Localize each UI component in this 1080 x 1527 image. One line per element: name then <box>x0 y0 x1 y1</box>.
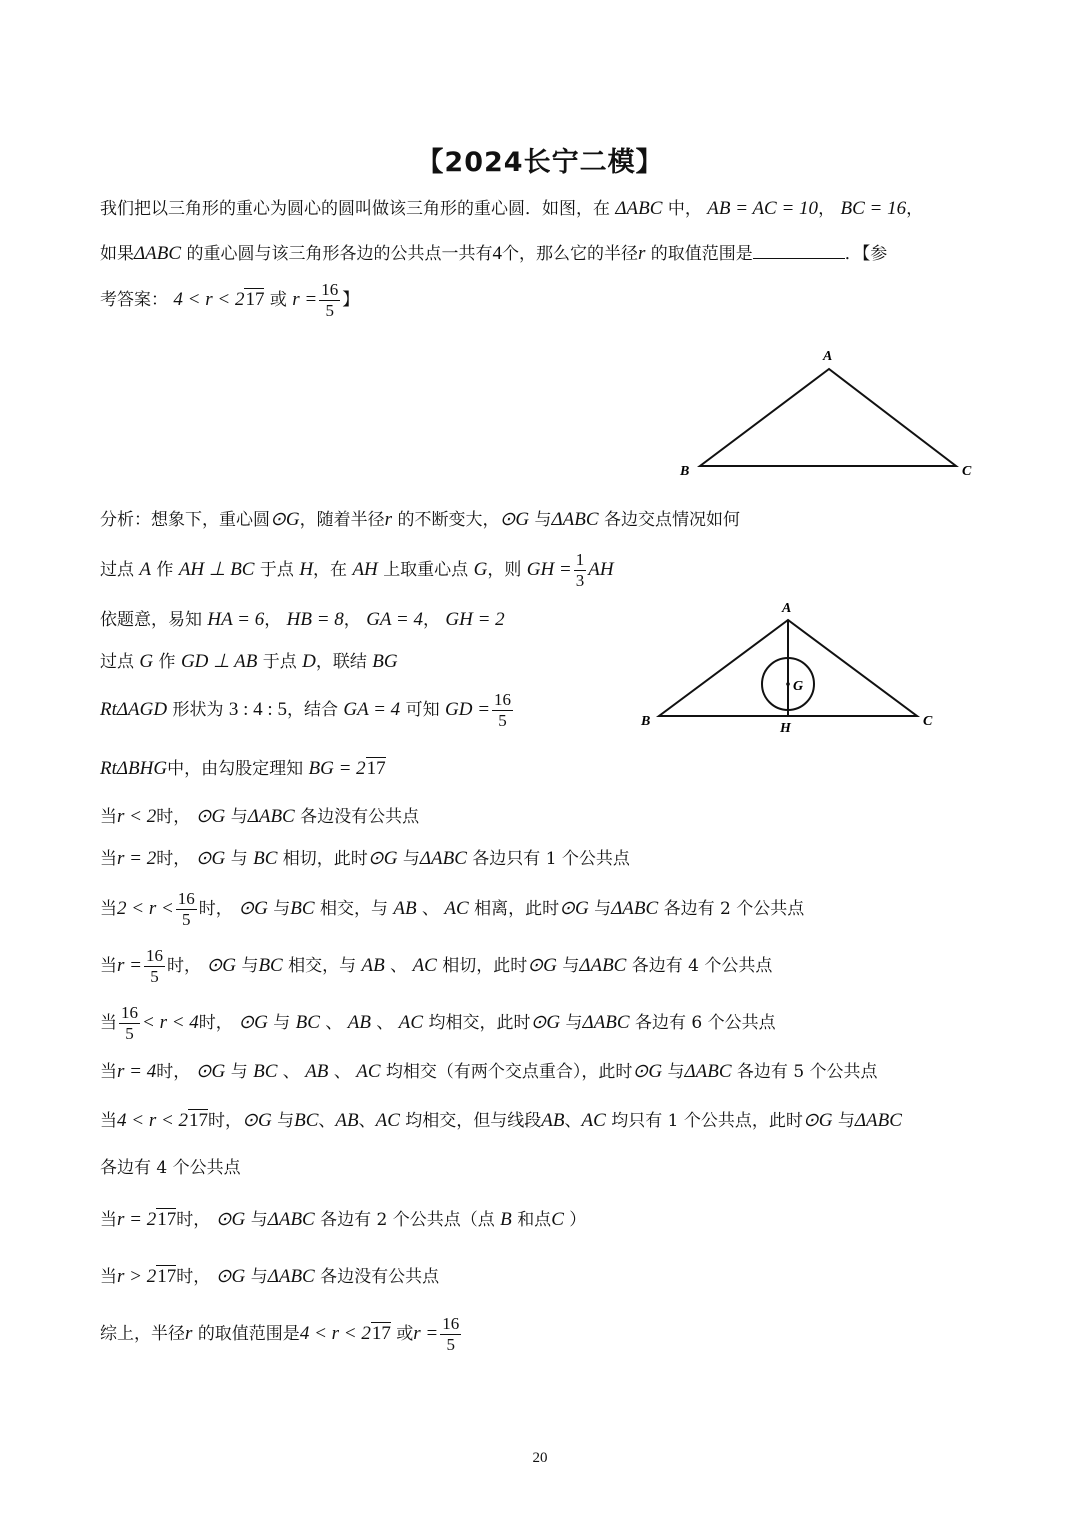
math: GH = <box>526 559 572 580</box>
text: 时， <box>208 1111 243 1131</box>
text: 均只有 1 个公共点，此时 <box>611 1111 803 1131</box>
math: AC <box>412 955 437 976</box>
text: 的重心圆与该三角形各边的公共点一共有 <box>186 244 493 264</box>
math: AH <box>352 559 378 580</box>
text: 各边只有 1 个公共点 <box>472 849 630 869</box>
text: 上取重心点 <box>383 560 469 580</box>
text: 的不断变大， <box>397 510 500 530</box>
text: 过点 <box>100 560 134 580</box>
problem-line-2 <box>100 242 887 263</box>
math: r = 4 <box>117 1061 157 1082</box>
fraction <box>319 280 340 321</box>
math: ⊙G <box>559 898 589 919</box>
text: 与 <box>230 849 248 869</box>
math: r = <box>117 955 142 976</box>
text: 、 <box>376 1013 394 1033</box>
case-line-7 <box>100 1111 902 1130</box>
text: 、 <box>333 1062 351 1082</box>
vertex-label-c: C <box>962 464 972 479</box>
math: BG = 2 <box>308 758 366 779</box>
text: 、 <box>318 1111 336 1131</box>
math: ΔABC <box>267 1266 315 1287</box>
math: ΔABC <box>134 243 182 264</box>
text: ．【参 <box>844 244 888 264</box>
text: 与 <box>250 1267 268 1287</box>
denominator: 5 <box>498 711 507 730</box>
vertex-label-b: B <box>680 464 690 479</box>
text: 时， <box>176 1267 211 1287</box>
text: 时， <box>156 849 191 869</box>
math: BC <box>253 1061 278 1082</box>
text: 、 <box>282 1062 300 1082</box>
math: AH ⊥ BC <box>178 559 255 580</box>
text: 的取值范围是 <box>650 244 753 264</box>
math: r = <box>292 289 318 310</box>
text: 综上，半径 <box>100 1324 185 1344</box>
analysis-line-1 <box>100 510 740 529</box>
text: 当 <box>100 956 117 976</box>
text: 过点 <box>100 652 134 672</box>
sqrt: 17 <box>366 758 386 779</box>
math: RtΔBHG <box>100 758 168 779</box>
text: 当 <box>100 807 117 827</box>
denominator: 3 <box>575 571 585 590</box>
numerator: 16 <box>442 1314 460 1333</box>
fraction <box>492 690 513 731</box>
sqrt: 17 <box>371 1323 391 1344</box>
math: < r < 4 <box>142 1012 199 1033</box>
math: AB <box>347 1012 371 1033</box>
text: 当 <box>100 1062 117 1082</box>
math: BC = 16 <box>840 198 907 219</box>
math: B <box>500 1209 512 1230</box>
text: 均相交，此时 <box>428 1013 531 1033</box>
text: 各边没有公共点 <box>300 807 420 827</box>
math: ⊙G <box>499 509 530 530</box>
math: ⊙G <box>632 1061 663 1082</box>
numerator: 16 <box>121 1003 138 1022</box>
case-line-4 <box>100 946 772 987</box>
text: 与 <box>837 1111 855 1131</box>
text: 个，那么它的半径 <box>501 244 638 264</box>
text: 与 <box>402 849 420 869</box>
sqrt: 17 <box>157 1266 177 1287</box>
math: ⊙G <box>270 509 300 530</box>
math: r <box>637 243 646 264</box>
text: 各边有 2 个公共点 <box>663 899 805 919</box>
math: AB <box>361 955 385 976</box>
text: 作 <box>158 652 176 672</box>
text: 的取值范围是 <box>197 1324 300 1344</box>
text: 中，由勾股定理知 <box>167 759 304 779</box>
text: 考答案： <box>100 290 168 310</box>
text: 形状为 <box>172 700 224 720</box>
text: ，则 <box>487 560 522 580</box>
math: ⊙G <box>802 1110 833 1131</box>
text: 当 <box>100 1013 117 1033</box>
math: r <box>185 1323 193 1344</box>
foot-label-h: H <box>780 721 791 736</box>
math: AB <box>335 1110 359 1131</box>
math: BC <box>290 898 315 919</box>
centroid-point <box>786 682 790 686</box>
text: 当 <box>100 1210 117 1230</box>
math: ⊙G <box>238 1012 268 1033</box>
denominator: 5 <box>325 301 334 320</box>
case-line-2 <box>100 849 630 868</box>
math: ⊙G <box>367 848 398 869</box>
text: 与 <box>230 807 248 827</box>
text: 时， <box>176 1210 211 1230</box>
case-line-8 <box>100 1210 586 1229</box>
fraction <box>119 1003 140 1044</box>
case-line-6 <box>100 1062 878 1081</box>
text: 均相交，但与线段 <box>405 1111 542 1131</box>
math: ΔABC <box>854 1110 902 1131</box>
math: ΔABC <box>551 509 599 530</box>
analysis-line-6 <box>100 759 386 778</box>
text: 各边有 6 个公共点 <box>635 1013 776 1033</box>
math: r <box>384 509 393 530</box>
case-line-1 <box>100 807 419 826</box>
text: ，联结 <box>315 652 367 672</box>
math: ΔABC <box>684 1061 732 1082</box>
text: 各边有 4 个公共点 <box>631 956 773 976</box>
triangle-figure-2 <box>635 598 955 738</box>
math: 4 < r < 2 <box>117 1110 189 1131</box>
text: 相切，此时 <box>282 849 368 869</box>
math: ⊙G <box>242 1110 272 1131</box>
text: 或 <box>396 1324 414 1344</box>
text: 依题意，易知 <box>100 610 202 630</box>
text: 各边有 4 个公共点 <box>100 1158 241 1178</box>
math: 4 <box>492 243 502 264</box>
math: 3 : 4 : 5 <box>228 699 287 720</box>
analysis-line-5 <box>100 690 515 731</box>
math: AC <box>375 1110 400 1131</box>
fraction <box>574 550 587 591</box>
text: 相交，与 <box>319 899 388 919</box>
page-title: 【2024长宁二模】 <box>416 147 664 178</box>
triangle-abc <box>700 369 956 466</box>
math: ⊙G <box>195 806 226 827</box>
text: 相离，此时 <box>474 899 560 919</box>
math: r > 2 <box>117 1266 157 1287</box>
math: AB <box>393 898 417 919</box>
text: 与 <box>273 899 291 919</box>
text: 时， <box>156 1062 191 1082</box>
text: 和点 <box>517 1210 552 1230</box>
fraction <box>176 889 197 930</box>
text: ， <box>343 610 361 630</box>
analysis-line-3 <box>100 610 505 629</box>
text: 于点 <box>259 560 294 580</box>
math: H <box>299 559 314 580</box>
centroid-label-g: G <box>793 679 804 694</box>
math: HB = 8 <box>286 609 344 630</box>
text: ，随着半径 <box>299 510 385 530</box>
text: 时， <box>198 899 233 919</box>
text: 与 <box>250 1210 268 1230</box>
text: ，结合 <box>286 700 338 720</box>
problem-line-3 <box>100 280 359 321</box>
math: G <box>473 559 488 580</box>
text: 各边没有公共点 <box>320 1267 440 1287</box>
denominator: 5 <box>125 1024 134 1043</box>
text: 、 <box>390 956 408 976</box>
vertex-label-a: A <box>782 601 792 616</box>
text: 作 <box>156 560 174 580</box>
analysis-line-4 <box>100 652 398 671</box>
text: 、 <box>358 1111 376 1131</box>
text: 各边交点情况如何 <box>603 510 740 530</box>
text: 与 <box>594 899 612 919</box>
text: ， <box>264 610 282 630</box>
denominator: 5 <box>150 967 159 986</box>
math: 4 < r < 2 <box>299 1323 371 1344</box>
math: ΔABC <box>582 1012 630 1033</box>
text: ） <box>569 1210 587 1230</box>
math: BC <box>258 955 283 976</box>
text: 可知 <box>405 700 440 720</box>
triangle-figure-1 <box>670 345 990 485</box>
text: 与 <box>241 956 259 976</box>
math: ⊙G <box>530 1012 561 1033</box>
text: 当 <box>100 899 117 919</box>
text: 与 <box>667 1062 685 1082</box>
numerator: 16 <box>177 889 195 908</box>
text: 当 <box>100 1267 117 1287</box>
text: 各边有 2 个公共点（点 <box>320 1210 495 1230</box>
text: 与 <box>565 1013 583 1033</box>
text: ， <box>818 199 836 219</box>
math: AH <box>588 559 614 580</box>
math: ΔABC <box>611 898 659 919</box>
text: 当 <box>100 1111 117 1131</box>
sqrt: 17 <box>189 1110 209 1131</box>
case-line-5 <box>100 1003 776 1044</box>
math: ⊙G <box>195 1061 226 1082</box>
text: 于点 <box>262 652 297 672</box>
math: r < 2 <box>117 806 157 827</box>
text: 与 <box>562 956 580 976</box>
sqrt: 17 <box>157 1209 177 1230</box>
text: 】 <box>342 290 360 310</box>
math: ⊙G <box>527 955 557 976</box>
math: AC <box>444 898 469 919</box>
case-line-7-cont <box>100 1160 241 1177</box>
text: 、 <box>421 899 439 919</box>
sqrt: 17 <box>245 289 265 310</box>
math: AC <box>356 1061 381 1082</box>
math: AB <box>541 1110 565 1131</box>
denominator: 5 <box>446 1335 455 1354</box>
text: ，在 <box>313 560 348 580</box>
answer-blank <box>753 242 845 259</box>
problem-line-1 <box>100 199 923 218</box>
math: ΔABC <box>615 198 663 219</box>
math: ⊙G <box>215 1266 246 1287</box>
text: 各边有 5 个公共点 <box>736 1062 878 1082</box>
text: 我们把以三角形的重心为圆心的圆叫做该三角形的重心圆．如图，在 <box>100 199 610 219</box>
math: BG <box>372 651 398 672</box>
fraction <box>440 1314 461 1355</box>
text: 时， <box>198 1013 233 1033</box>
text: ， <box>906 199 924 219</box>
text: 、 <box>564 1111 582 1131</box>
text: 时， <box>156 807 191 827</box>
math: GA = 4 <box>366 609 423 630</box>
math: HA = 6 <box>207 609 265 630</box>
text: 相交，与 <box>288 956 357 976</box>
math: BC <box>294 1110 319 1131</box>
math: ⊙G <box>195 848 226 869</box>
text: 、 <box>325 1013 343 1033</box>
math: BC <box>253 848 278 869</box>
text: 当 <box>100 849 117 869</box>
numerator: 16 <box>145 946 163 965</box>
math: GH = 2 <box>445 609 505 630</box>
text: 相切，此时 <box>442 956 528 976</box>
math: GA = 4 <box>343 699 401 720</box>
math: ΔABC <box>267 1209 315 1230</box>
text: ， <box>423 610 440 630</box>
text: 与 <box>277 1111 295 1131</box>
vertex-label-b: B <box>641 714 651 729</box>
math: r = <box>413 1323 439 1344</box>
math: ⊙G <box>215 1209 246 1230</box>
analysis-line-2 <box>100 550 614 591</box>
text: 分析：想象下，重心圆 <box>100 510 270 530</box>
text: 与 <box>534 510 552 530</box>
vertex-label-c: C <box>923 714 933 729</box>
math: AC <box>581 1110 606 1131</box>
numerator: 16 <box>321 280 339 299</box>
vertex-label-a: A <box>823 349 833 364</box>
math: GD ⊥ AB <box>180 651 258 672</box>
math: RtΔAGD <box>100 699 168 720</box>
text: 均相交（有两个交点重合），此时 <box>385 1062 633 1082</box>
text: 与 <box>273 1013 291 1033</box>
math: 4 < r < 2 <box>173 289 245 310</box>
fraction <box>144 946 165 987</box>
case-line-9 <box>100 1267 439 1286</box>
math: r = 2 <box>117 848 157 869</box>
math: BC <box>295 1012 320 1033</box>
math: A <box>139 559 152 580</box>
text: 或 <box>269 290 287 310</box>
case-line-3 <box>100 889 804 930</box>
denominator: 5 <box>182 910 191 929</box>
math: GD = <box>445 699 491 720</box>
math: G <box>139 651 154 672</box>
math: D <box>302 651 316 672</box>
math: AB = AC = 10 <box>707 198 819 219</box>
math: C <box>551 1209 564 1230</box>
numerator: 1 <box>575 550 585 569</box>
page-number: 20 <box>532 1450 548 1466</box>
text: 中， <box>667 199 702 219</box>
math: ΔABC <box>247 806 295 827</box>
math: ⊙G <box>238 898 268 919</box>
math: r = 2 <box>117 1209 157 1230</box>
math: AC <box>398 1012 424 1033</box>
text: 与 <box>230 1062 248 1082</box>
numerator: 16 <box>494 690 512 709</box>
math: AB <box>305 1061 329 1082</box>
math: ΔABC <box>419 848 467 869</box>
text: 时， <box>166 956 201 976</box>
math: ΔABC <box>579 955 627 976</box>
math: ⊙G <box>206 955 237 976</box>
math: 2 < r < <box>117 898 174 919</box>
summary-line <box>100 1314 463 1355</box>
text: 如果 <box>100 244 134 264</box>
